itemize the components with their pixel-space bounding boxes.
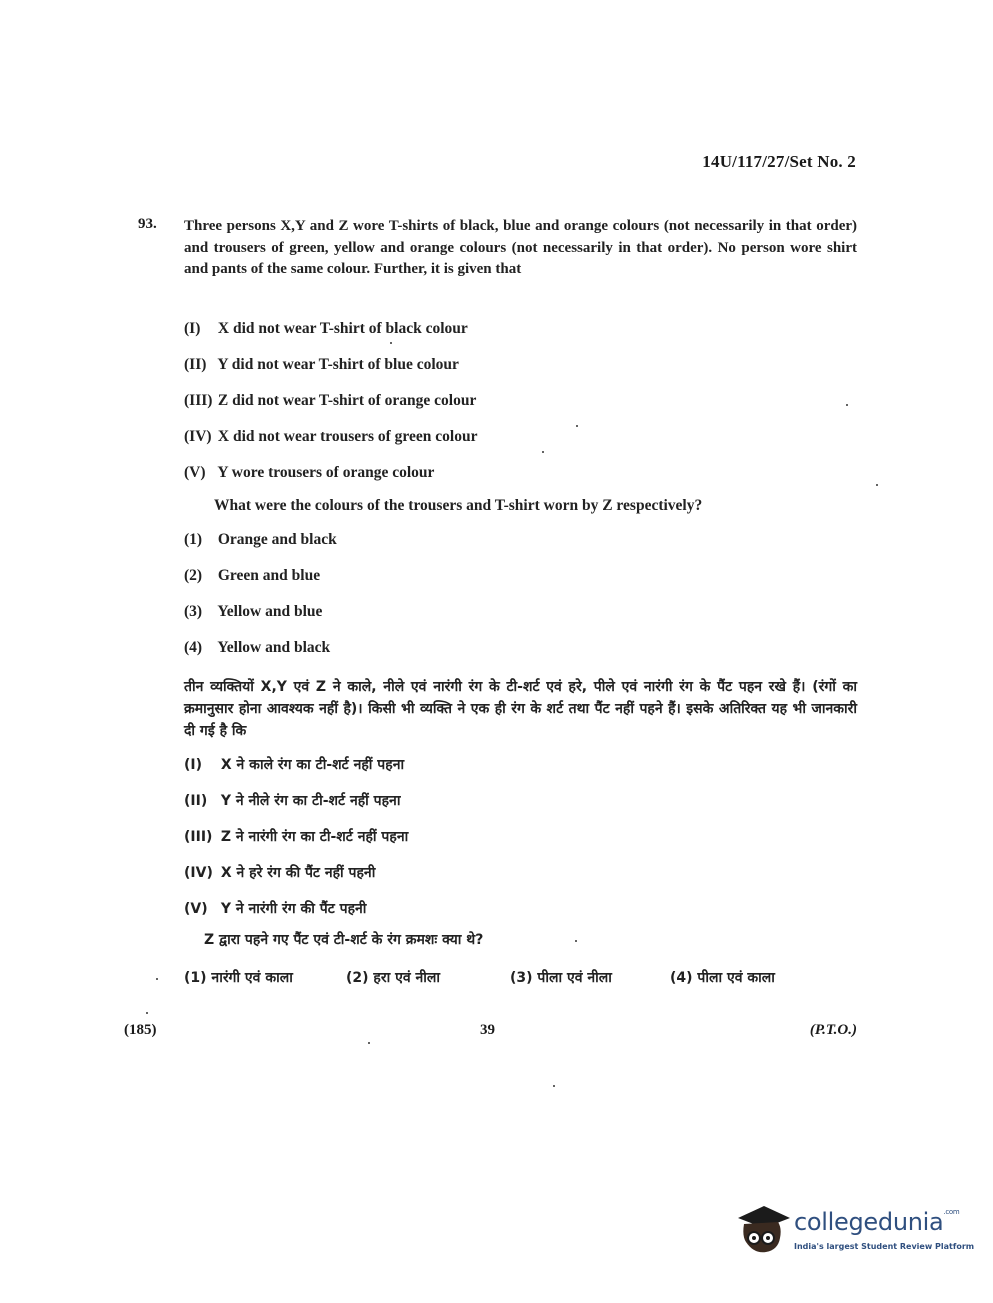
condition-5 (184, 464, 434, 482)
hindi-condition-2 (184, 791, 400, 810)
option-3 (184, 603, 322, 621)
question-number: 93. (138, 216, 157, 232)
question-ask: What were the colours of the trousers and T-shirt worn by Z respectively? (214, 497, 703, 514)
option-4 (184, 639, 330, 657)
scan-speck (576, 425, 578, 427)
scan-speck (846, 404, 848, 406)
condition-text: Y did not wear T-shirt of blue colour (217, 356, 459, 373)
option-1 (184, 531, 337, 549)
hindi-option-1 (184, 968, 293, 987)
option-tag: (2) (346, 970, 369, 986)
option-text: हरा एवं नीला (373, 970, 440, 986)
option-tag: (4) (670, 970, 693, 986)
condition-text: X ने काले रंग का टी-शर्ट नहीं पहना (220, 757, 405, 773)
condition-4 (184, 428, 477, 446)
condition-tag: (IV) (184, 865, 213, 881)
option-text: पीला एवं काला (697, 970, 775, 986)
option-tag: (3) (510, 970, 533, 986)
condition-text: Y ने नारंगी रंग की पैंट पहनी (220, 901, 367, 917)
hindi-option-3 (510, 968, 612, 987)
graduate-mascot-icon (734, 1196, 794, 1258)
option-tag: (2) (184, 567, 203, 584)
option-tag: (4) (184, 639, 203, 656)
hindi-option-4 (670, 968, 775, 987)
condition-tag: (III) (184, 829, 213, 845)
option-tag: (1) (184, 970, 207, 986)
condition-tag: (III) (184, 392, 213, 409)
condition-text: Z ने नारंगी रंग का टी-शर्ट नहीं पहना (220, 829, 409, 845)
option-text: नारंगी एवं काला (211, 970, 293, 986)
scan-speck (146, 1012, 148, 1014)
condition-text: X did not wear trousers of green colour (217, 428, 478, 445)
hindi-condition-1 (184, 755, 404, 774)
logo-wordmark (794, 1208, 959, 1236)
scan-speck (368, 1042, 370, 1044)
logo-suffix: .com (943, 1208, 960, 1216)
logo-tagline: India's largest Student Review Platform (794, 1242, 975, 1251)
condition-tag: (V) (184, 901, 208, 917)
option-tag: (3) (184, 603, 203, 620)
hindi-condition-3 (184, 827, 408, 846)
logo-brand: collegedunia (794, 1208, 944, 1236)
question-text: Three persons X,Y and Z wore T-shirts of black, blue and orange colours (not necessarily in that order) and trousers of green, yellow and orange colours (not necessarily in that order). No person wore shirt and pants of the same colour. Further, it is given that (184, 218, 857, 277)
paper-code: 14U/117/27/Set No. 2 (702, 152, 856, 171)
option-text: Orange and black (217, 531, 337, 548)
hindi-option-2 (346, 968, 440, 987)
option-2 (184, 567, 320, 585)
hindi-question-text: तीन व्यक्तियों X,Y एवं Z ने काले, नीले एवं नारंगी रंग के टी-शर्ट एवं हरे, पीले एवं नारंगी रंग के पैंट पहन रखे हैं। (रंगों का क्रमानुसार होना आवश्यक नहीं है)। किसी भी व्यक्ति ने एक ही रंग के शर्ट तथा पैंट नहीं पहने हैं। इसके अतिरिक्त यह भी जानकारी दी गई है कि (184, 679, 857, 739)
scan-speck (542, 451, 544, 453)
condition-text: Z did not wear T-shirt of orange colour (217, 392, 477, 409)
scan-speck (553, 1085, 555, 1087)
scan-speck (876, 484, 878, 486)
option-text: पीला एवं नीला (537, 970, 612, 986)
pto-label: (P.T.O.) (809, 1022, 857, 1038)
condition-tag: (V) (184, 464, 206, 481)
option-text: Yellow and blue (217, 603, 323, 620)
option-text: Yellow and black (217, 639, 331, 656)
footer-code: (185) (124, 1022, 157, 1038)
option-text: Green and blue (217, 567, 321, 584)
condition-tag: (II) (184, 793, 208, 809)
hindi-question-ask: Z द्वारा पहने गए पैंट एवं टी-शर्ट के रंग क्रमशः क्या थे? (204, 932, 484, 948)
condition-tag: (I) (184, 320, 201, 337)
condition-1 (184, 320, 468, 338)
condition-tag: (II) (184, 356, 207, 373)
collegedunia-logo (734, 1196, 975, 1258)
condition-tag: (I) (184, 757, 203, 773)
condition-tag: (IV) (184, 428, 212, 445)
page-number: 39 (480, 1022, 495, 1038)
scan-speck (575, 940, 577, 942)
hindi-condition-5 (184, 899, 366, 918)
condition-text: Y wore trousers of orange colour (217, 464, 435, 481)
condition-text: X ने हरे रंग की पैंट नहीं पहनी (220, 865, 376, 881)
option-tag: (1) (184, 531, 203, 548)
condition-text: Y ने नीले रंग का टी-शर्ट नहीं पहना (220, 793, 401, 809)
scan-speck (390, 342, 392, 344)
scan-speck (156, 978, 158, 980)
condition-3 (184, 392, 476, 410)
condition-text: X did not wear T-shirt of black colour (217, 320, 468, 337)
condition-2 (184, 356, 459, 374)
hindi-condition-4 (184, 863, 375, 882)
